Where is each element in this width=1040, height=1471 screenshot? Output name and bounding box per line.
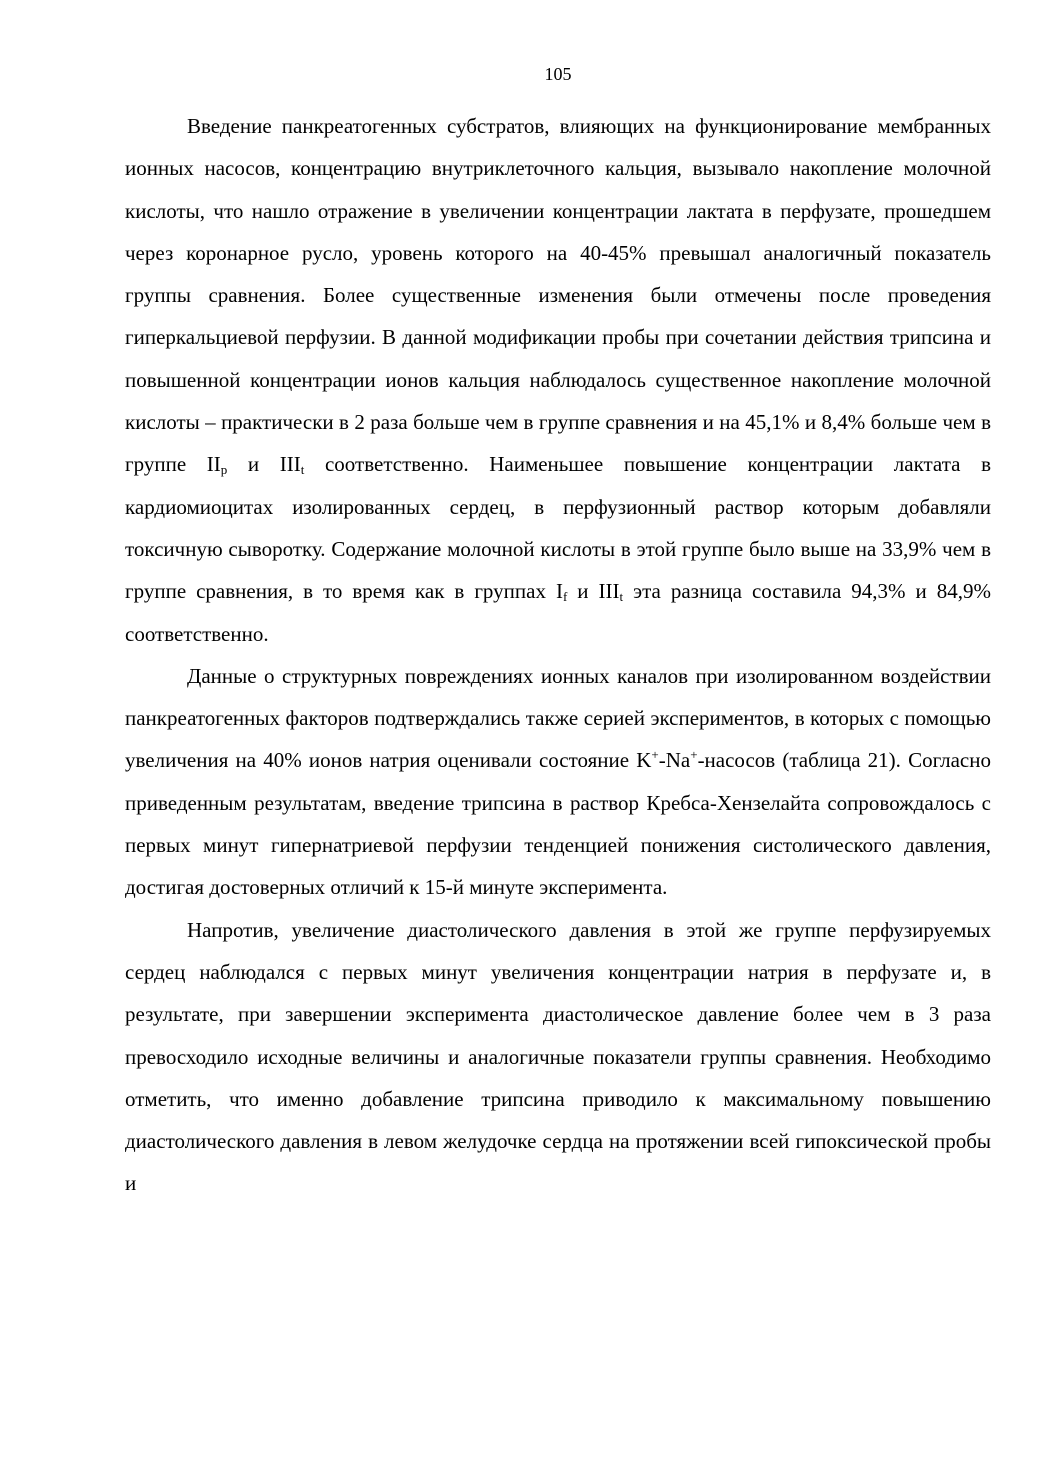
paragraph	[125, 105, 991, 655]
text-run: -насосов (таблица 21). Согласно приведенным результатам, введение трипсина в раствор Кребса-Хензелайта сопровождалось с первых минут гипернатриевой перфузии тенденцией понижения систолического давления, достигая достоверных отличий к 15-й минуте эксперимента.	[125, 748, 991, 900]
superscript: +	[651, 747, 659, 763]
document-body	[125, 105, 991, 1205]
text-run: эта разница составила 94,3% и 84,9% соответственно.	[125, 579, 991, 646]
subscript: t	[300, 462, 305, 478]
subscript: f	[562, 589, 568, 605]
paragraph	[125, 909, 991, 1205]
text-run: и III	[227, 452, 301, 477]
text-run: Введение панкреатогенных субстратов, влияющих на функционирование мембранных ионных насосов, концентрацию внутриклеточного кальция, вызывало накопление молочной кислоты, что нашло отражение в увеличении концентрации лактата в перфузате, прошедшем через коронарное русло, уровень которого на 40-45% превышал аналогичный показатель группы сравнения. Более существенные изменения были отмечены после проведения гиперкальциевой перфузии. В данной модификации пробы при сочетании действия трипсина и повышенной концентрации ионов кальция наблюдалось существенное накопление молочной кислоты – практически в 2 раза больше чем в группе сравнения и на 45,1% и 8,4% больше чем в группе II	[125, 114, 991, 477]
text-run: -Na	[658, 748, 691, 773]
paragraph	[125, 655, 991, 909]
superscript: +	[690, 747, 698, 763]
text-run: Напротив, увеличение диастолического давления в этой же группе перфузируемых сердец наблюдался с первых минут увеличения концентрации натрия в перфузате и, в результате, при завершении эксперимента диастолическое давление более чем в 3 раза превосходило исходные величины и аналогичные показатели группы сравнения. Необходимо отметить, что именно добавление трипсина приводило к максимальному повышению диастолического давления в левом желудочке сердца на протяжении всей гипоксической пробы и	[125, 917, 991, 1196]
subscript: p	[220, 462, 228, 478]
subscript: t	[619, 589, 624, 605]
text-run: соответственно. Наименьшее повышение концентрации лактата в кардиомиоцитах изолированных сердец, в перфузионный раствор которым добавляли токсичную сыворотку. Содержание молочной кислоты в этой группе было выше на 33,9% чем в группе сравнения, в то время как в группах I	[125, 452, 991, 604]
text-run: Данные о структурных повреждениях ионных каналов при изолированном воздействии панкреатогенных факторов подтверждались также серией экспериментов, в которых с помощью увеличения на 40% ионов натрия оценивали состояние K	[125, 663, 991, 773]
text-run: и III	[567, 579, 620, 604]
page-number: 105	[544, 64, 572, 84]
